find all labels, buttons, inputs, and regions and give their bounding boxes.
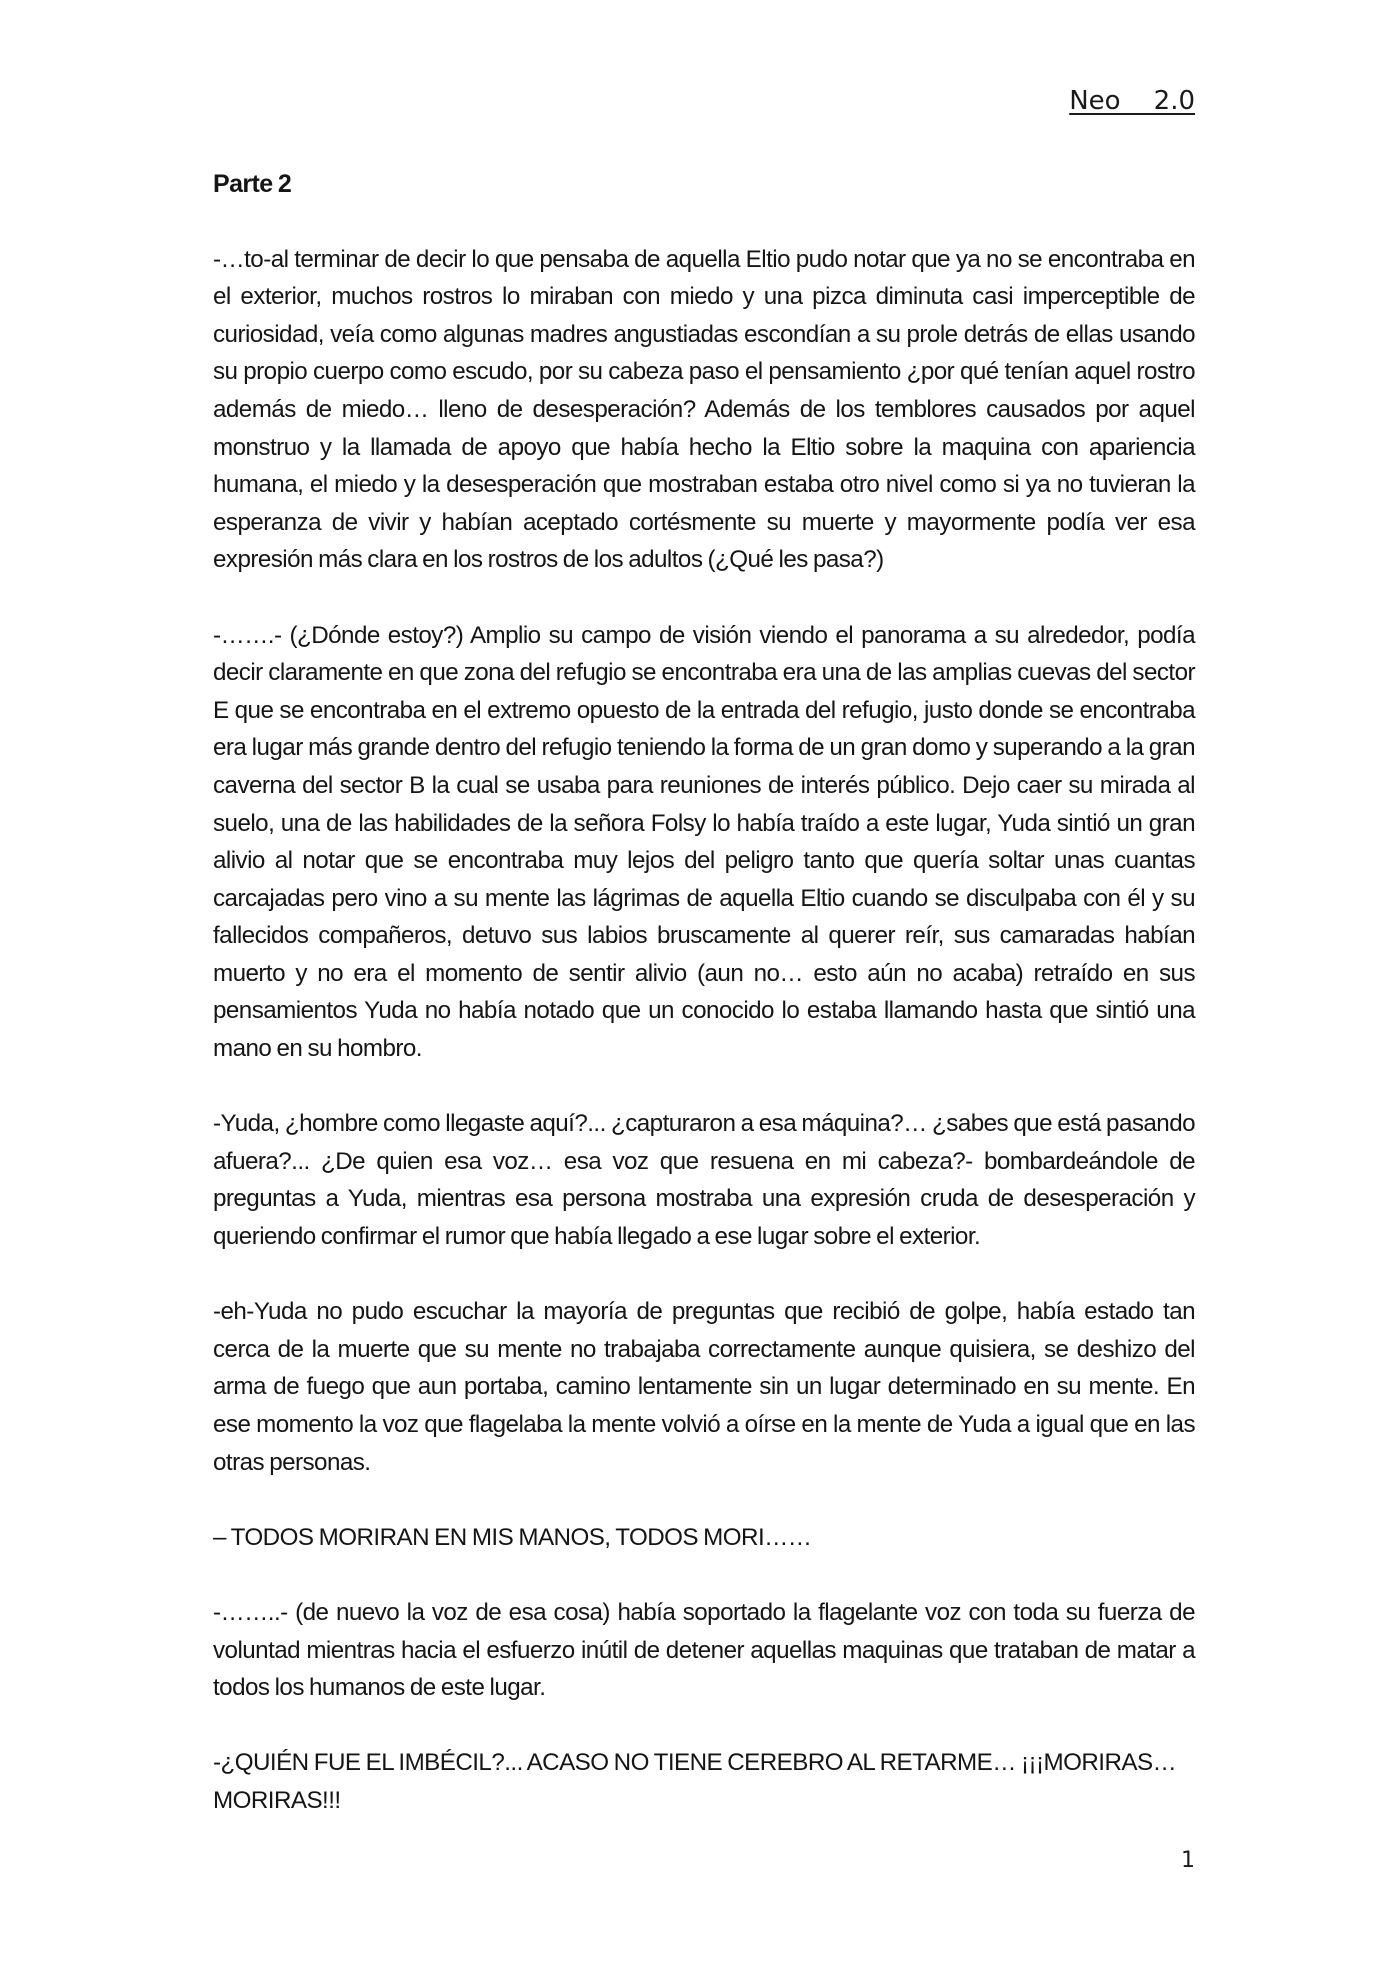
document-body bbox=[213, 166, 1195, 1820]
paragraph-4: -eh-Yuda no pudo escuchar la mayoría de preguntas que recibió de golpe, había estado tan cerca de la muerte que su mente no trabajaba correctamente aunque quisiera, se deshizo del arma de fuego que aun portaba, camino lentamente sin un lugar determinado en su mente. En ese momento la voz que flagelaba la mente volvió a oírse en la mente de Yuda a igual que en las otras personas. bbox=[213, 1298, 1195, 1476]
part-title: Parte 2 bbox=[213, 170, 292, 198]
paragraph-3: -Yuda, ¿hombre como llegaste aquí?... ¿capturaron a esa máquina?… ¿sabes que está pasando afuera?... ¿De quien esa voz… esa voz que resuena en mi cabeza?- bombardeándole de preguntas a Yuda, mientras esa persona mostraba una expresión cruda de desesperación y queriendo confirmar el rumor que había llegado a ese lugar sobre el exterior. bbox=[213, 1110, 1195, 1251]
paragraph-5: – TODOS MORIRAN EN MIS MANOS, TODOS MORI…… bbox=[213, 1523, 812, 1551]
page-number: 1 bbox=[1181, 1848, 1195, 1873]
paragraph-6: -……..- (de nuevo la voz de esa cosa) había soportado la flagelante voz con toda su fuerza de voluntad mientras hacia el esfuerzo inútil de detener aquellas maquinas que trataban de matar a todos los humanos de este lugar. bbox=[213, 1598, 1195, 1702]
paragraph-2: -…….- (¿Dónde estoy?) Amplio su campo de visión viendo el panorama a su alrededor, podía decir claramente en que zona del refugio se encontraba era una de las amplias cuevas del sector E que se encontraba en el extremo opuesto de la entrada del refugio, justo donde se encontraba era lugar más grande dentro del refugio teniendo la forma de un gran domo y superando a la gran caverna del sector B la cual se usaba para reuniones de interés público. Dejo caer su mirada al suelo, una de las habilidades de la señora Folsy lo había traído a este lugar, Yuda sintió un gran alivio al notar que se encontraba muy lejos del peligro tanto que quería soltar unas cuantas carcajadas pero vino a su mente las lágrimas de aquella Eltio cuando se disculpaba con él y su fallecidos compañeros, detuvo sus labios bruscamente al querer reír, sus camaradas habían muerto y no era el momento de sentir alivio (aun no… esto aún no acaba) retraído en sus pensamientos Yuda no había notado que un conocido lo estaba llamando hasta que sintió una mano en su hombro. bbox=[213, 621, 1195, 1063]
document-header-title: Neo 2.0 bbox=[1069, 86, 1195, 116]
paragraph-1: -…to-al terminar de decir lo que pensaba de aquella Eltio pudo notar que ya no se encontraba en el exterior, muchos rostros lo miraban con miedo y una pizca diminuta casi imperceptible de curiosidad, veía como algunas madres angustiadas escondían a su prole detrás de ellas usando su propio cuerpo como escudo, por su cabeza paso el pensamiento ¿por qué tenían aquel rostro además de miedo… lleno de desesperación? Además de los temblores causados por aquel monstruo y la llamada de apoyo que había hecho la Eltio sobre la maquina con apariencia humana, el miedo y la desesperación que mostraban estaba otro nivel como si ya no tuvieran la esperanza de vivir y habían aceptado cortésmente su muerte y mayormente podía ver esa expresión más clara en los rostros de los adultos (¿Qué les pasa?) bbox=[213, 245, 1195, 574]
paragraph-7: -¿QUIÉN FUE EL IMBÉCIL?... ACASO NO TIENE CEREBRO AL RETARME… ¡¡¡MORIRAS… MORIRAS!!! bbox=[213, 1749, 1177, 1814]
